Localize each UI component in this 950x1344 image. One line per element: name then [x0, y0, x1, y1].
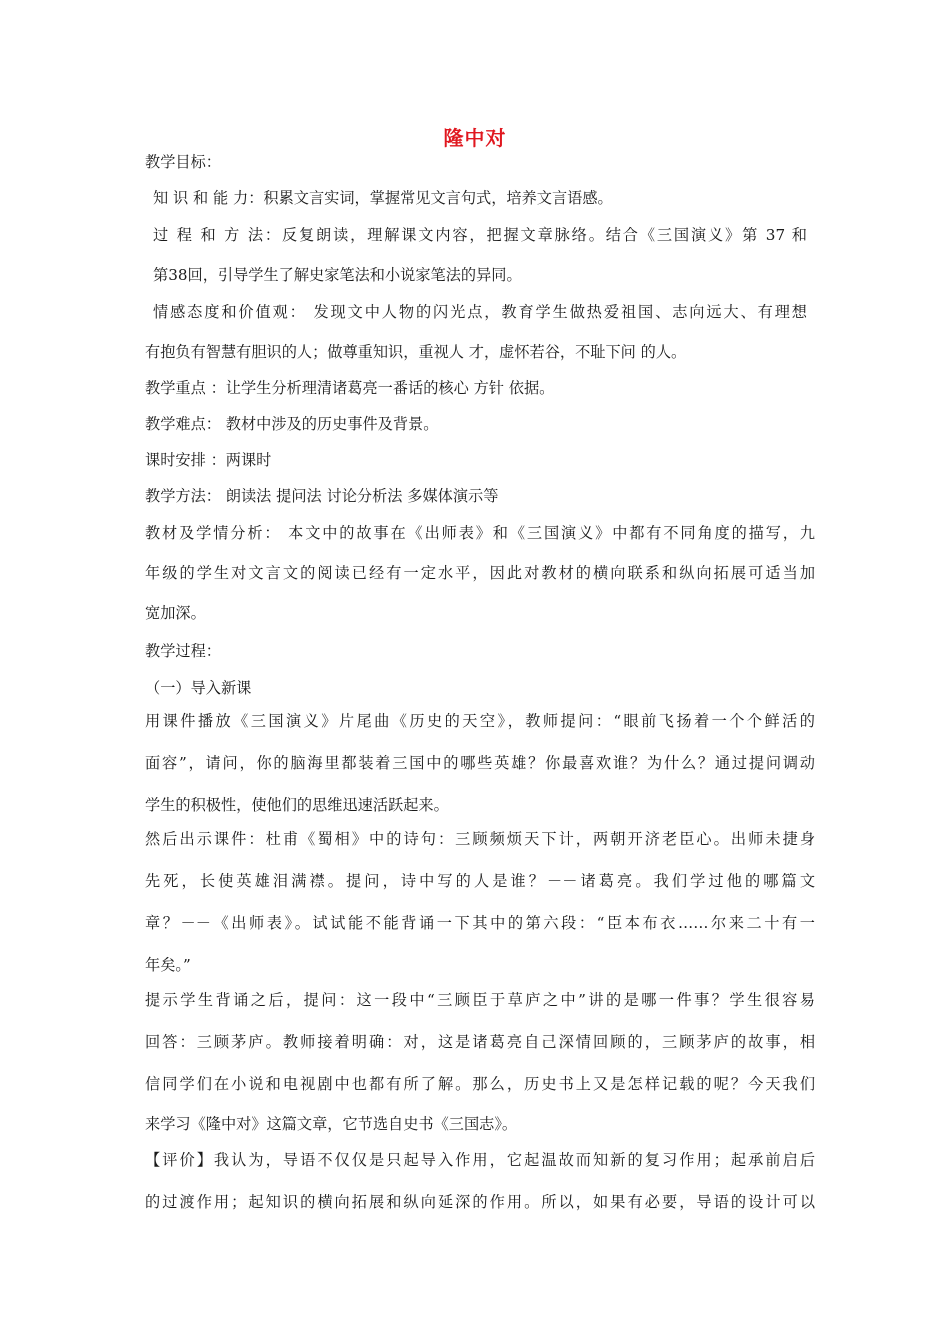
text-line: 教学重点 ：让学生分析理清诸葛亮一番话的核心 方针 依据。	[145, 379, 555, 397]
text-line: 教学难点： 教材中涉及的历史事件及背景。	[145, 415, 439, 433]
text-line: 教学过程：	[145, 642, 221, 660]
text-line: 先死，长使英雄泪满襟。提问，诗中写的人是谁？－－诸葛亮。我们学过他的哪篇文	[145, 872, 815, 890]
text-line: （一）导入新课	[145, 679, 252, 697]
text-line: 提示学生背诵之后，提问：这一段中“三顾臣于草庐之中”讲的是哪一件事？学生很容易	[145, 991, 815, 1009]
text-line: 章？－－《出师表》。试试能不能背诵一下其中的第六段：“臣本布衣……尔来二十有一	[145, 914, 815, 932]
text-line: 然后出示课件：杜甫《蜀相》中的诗句：三顾频烦天下计，两朝开济老臣心。出师未捷身	[145, 830, 815, 848]
text-line: 知 识 和 能 力：积累文言实词，掌握常见文言句式，培养文言语感。	[153, 189, 613, 207]
text-line: 教学方法： 朗读法 提问法 讨论分析法 多媒体演示等	[145, 487, 499, 505]
text-line: 用课件播放《三国演义》片尾曲《历史的天空》，教师提问：“眼前飞扬着一个个鲜活的	[145, 712, 815, 730]
text-line: 的过渡作用；起知识的横向拓展和纵向延深的作用。所以，如果有必要，导语的设计可以	[145, 1193, 815, 1211]
text-line: 教材及学情分析： 本文中的故事在《出师表》和《三国演义》中都有不同角度的描写，九	[145, 524, 815, 542]
text-line: 情感态度和价值观： 发现文中人物的闪光点，教育学生做热爱祖国、志向远大、有理想	[153, 303, 807, 321]
text-line: 过 程 和 方 法：反复朗读，理解课文内容，把握文章脉络。结合《三国演义》第 37 和	[153, 226, 807, 244]
text-line: 年矣。”	[145, 956, 191, 974]
text-line: 第38回，引导学生了解史家笔法和小说家笔法的异同。	[153, 266, 522, 284]
text-line: 有抱负有智慧有胆识的人；做尊重知识，重视人 才，虚怀若谷，不耻下问 的人。	[145, 343, 687, 361]
text-line: 信同学们在小说和电视剧中也都有所了解。那么，历史书上又是怎样记载的呢？今天我们	[145, 1075, 815, 1093]
text-line: 教学目标：	[145, 153, 221, 171]
text-line: 学生的积极性，使他们的思维迅速活跃起来。	[145, 796, 449, 814]
text-line: 课时安排 ：两课时	[145, 451, 272, 469]
text-line: 来学习《隆中对》这篇文章，它节选自史书《三国志》。	[145, 1115, 518, 1133]
text-line: 宽加深。	[145, 604, 206, 622]
text-line: 【评价】我认为，导语不仅仅是只起导入作用，它起温故而知新的复习作用；起承前启后	[145, 1151, 815, 1169]
text-line: 年级的学生对文言文的阅读已经有一定水平，因此对教材的横向联系和纵向拓展可适当加	[145, 564, 815, 582]
document-title: 隆中对	[443, 126, 507, 150]
text-line: 面容”，请问，你的脑海里都装着三国中的哪些英雄？你最喜欢谁？为什么？通过提问调动	[145, 754, 815, 772]
text-line: 回答：三顾茅庐。教师接着明确：对，这是诸葛亮自己深情回顾的，三顾茅庐的故事，相	[145, 1033, 815, 1051]
